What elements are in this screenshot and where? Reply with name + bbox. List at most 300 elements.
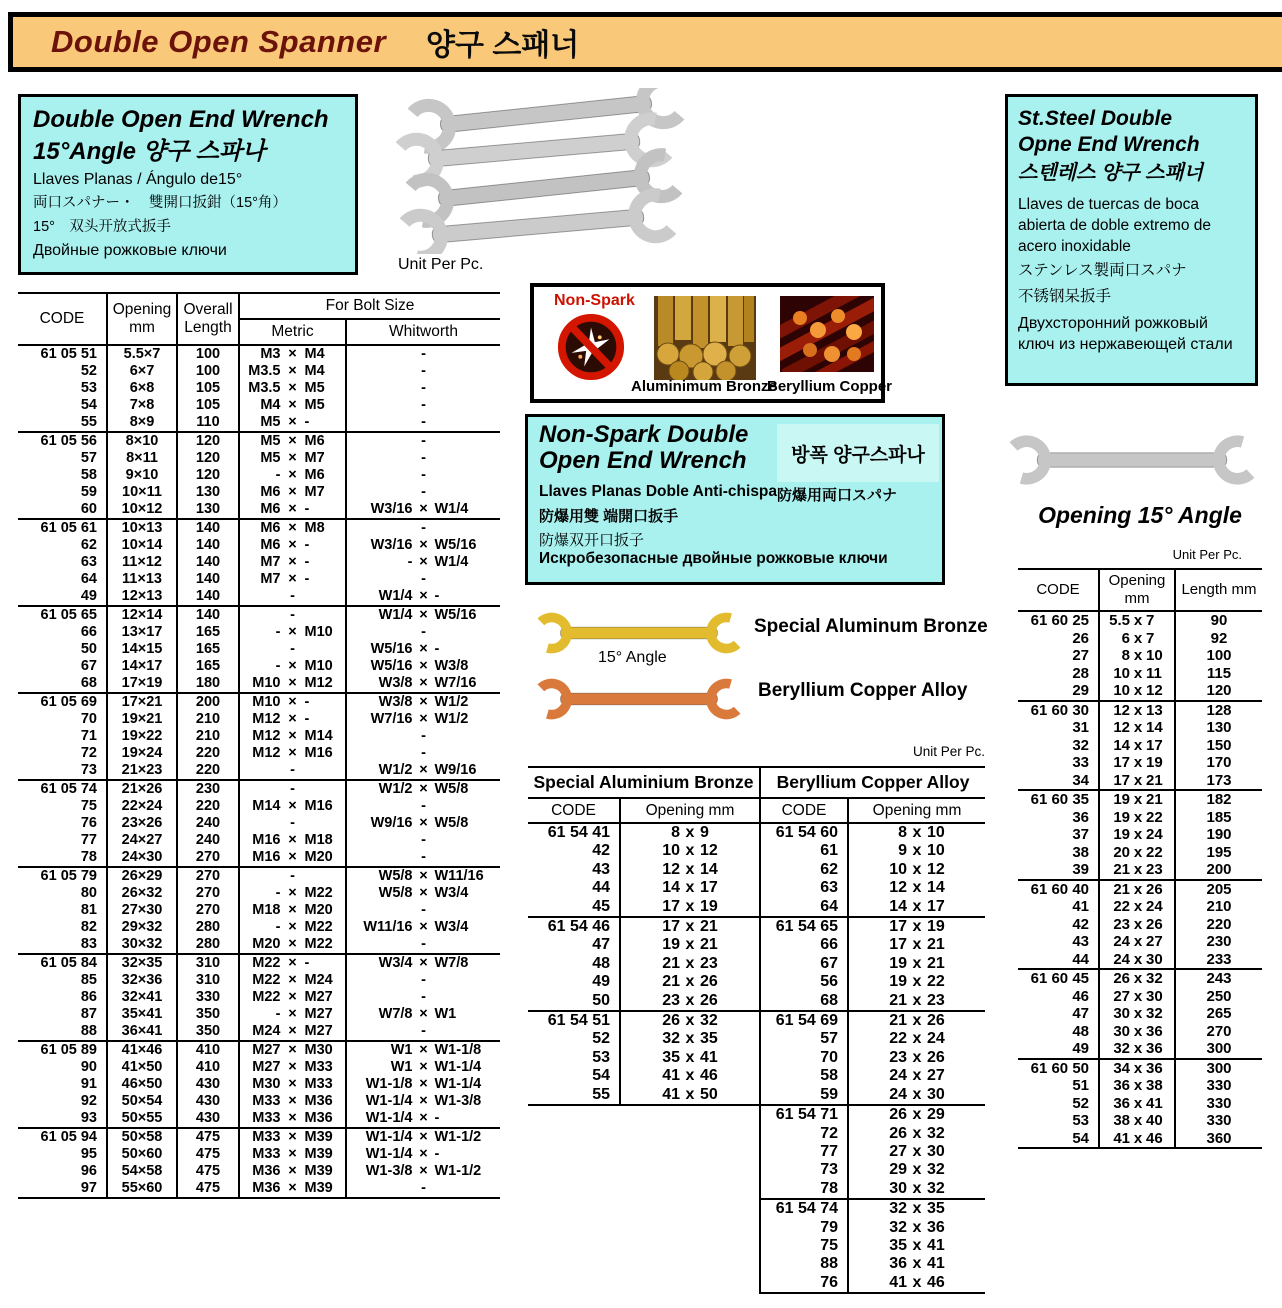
value-a: M33 xyxy=(252,1146,281,1162)
table-row xyxy=(528,823,985,842)
st-col-length: Length mm xyxy=(1175,569,1262,611)
length-cell: 265 xyxy=(1175,1005,1262,1023)
value-b: M5 xyxy=(304,380,325,396)
table-row xyxy=(1018,861,1262,880)
value-a: 36 xyxy=(889,1255,907,1273)
value-a: 22 xyxy=(1113,898,1130,915)
table-row xyxy=(528,898,985,917)
code-cell: 51 xyxy=(1072,1077,1089,1094)
length-cell: 350 xyxy=(177,1006,239,1023)
metric-cell xyxy=(239,571,346,588)
table-row xyxy=(1018,754,1262,772)
metric-cell xyxy=(239,780,346,798)
opening-cell: 9×10 xyxy=(107,467,177,484)
value-b: 23 xyxy=(700,954,718,972)
code-cell: 82 xyxy=(80,919,97,935)
table-row xyxy=(1018,951,1262,970)
metric-cell xyxy=(239,380,346,397)
value-b: 13 xyxy=(1146,701,1163,719)
code-cell: 61 05 69 xyxy=(18,693,107,711)
code-cell: 73 xyxy=(80,762,97,778)
opening-cell xyxy=(848,1067,985,1085)
times-sign: x xyxy=(1133,826,1143,843)
opening-cell xyxy=(1099,861,1175,880)
table-row xyxy=(18,345,500,363)
times-sign: × xyxy=(288,832,297,848)
times-sign: × xyxy=(419,1093,428,1109)
value-a: M24 xyxy=(252,1023,281,1039)
code-cell: 77 xyxy=(760,1143,848,1161)
opening-cell: 8×11 xyxy=(107,450,177,467)
times-sign: × xyxy=(288,1110,297,1126)
code-cell: 75 xyxy=(760,1237,848,1255)
times-sign: × xyxy=(288,919,297,935)
code-cell: 61 05 61 xyxy=(18,519,107,537)
value-a: W3/4 xyxy=(378,955,413,971)
opening-cell xyxy=(848,1219,985,1237)
whitworth-cell xyxy=(346,780,500,798)
value-a: 8 xyxy=(1121,647,1130,664)
times-sign: × xyxy=(288,1129,297,1145)
code-cell: 61 54 71 xyxy=(760,1105,848,1124)
opening-cell: 12×14 xyxy=(107,606,177,624)
value-b: M24 xyxy=(304,972,333,988)
value-b: M14 xyxy=(304,728,333,744)
code-cell: 77 xyxy=(80,832,97,848)
no-spark-icon xyxy=(556,312,626,382)
main-table-body xyxy=(18,345,500,1198)
table-row xyxy=(18,1128,500,1146)
copper-caption: Beryllium Copper xyxy=(767,378,893,395)
times-sign: x xyxy=(912,897,922,915)
value-b: - xyxy=(304,501,310,517)
code-cell: 61 54 51 xyxy=(528,1011,620,1030)
opening-cell xyxy=(848,1161,985,1179)
table-row xyxy=(1018,1040,1262,1059)
times-sign: × xyxy=(419,762,428,778)
value-b: W3/4 xyxy=(434,919,469,935)
value-b: M27 xyxy=(304,989,333,1005)
length-cell: 210 xyxy=(177,728,239,745)
code-cell: 55 xyxy=(528,1086,620,1105)
value: - xyxy=(421,849,426,865)
value-a: M5 xyxy=(260,414,281,430)
value-a: W1-1/8 xyxy=(365,1076,413,1092)
length-cell: 195 xyxy=(1175,844,1262,862)
code-cell: 61 54 46 xyxy=(528,917,620,936)
info-box-double-open-end xyxy=(18,94,358,275)
code-cell: 58 xyxy=(80,467,97,483)
times-sign: × xyxy=(288,484,297,500)
code-cell: 54 xyxy=(1018,1130,1099,1149)
metric-cell xyxy=(239,885,346,902)
value-a: 23 xyxy=(1113,915,1130,933)
value-a: M3 xyxy=(260,346,281,362)
opening-cell xyxy=(620,955,760,973)
code-cell: 34 xyxy=(1072,771,1089,789)
value-b: W1-1/4 xyxy=(434,1059,482,1075)
opening-cell xyxy=(620,1067,760,1085)
value-b: 41 xyxy=(700,1048,718,1066)
table-row xyxy=(18,1163,500,1180)
metric-cell xyxy=(239,728,346,745)
value-b: 23 xyxy=(1146,861,1163,878)
value-a: W1 xyxy=(390,1042,413,1058)
opening-cell: 6×7 xyxy=(107,363,177,380)
opening-cell xyxy=(1099,969,1175,988)
nonspark-chinese-trad: 防爆用雙 端開口扳手 xyxy=(539,508,679,525)
times-sign: × xyxy=(419,1163,428,1179)
empty-cell xyxy=(620,1237,760,1255)
length-cell: 190 xyxy=(1175,826,1262,844)
table-row xyxy=(528,1274,985,1293)
opening-cell xyxy=(1099,880,1175,899)
value-a: 14 xyxy=(889,897,907,915)
code-cell: 66 xyxy=(80,624,97,640)
metric-cell xyxy=(239,919,346,936)
code-cell: 78 xyxy=(760,1180,848,1199)
table-row xyxy=(18,363,500,380)
value-a: M12 xyxy=(252,728,281,744)
value-b: M39 xyxy=(304,1146,333,1162)
length-cell: 243 xyxy=(1175,969,1262,988)
code-cell: 61 60 25 xyxy=(1018,611,1099,630)
value-b: - xyxy=(304,694,310,710)
length-cell: 310 xyxy=(177,972,239,989)
empty-cell xyxy=(620,1143,760,1161)
times-sign: x xyxy=(1133,1129,1143,1147)
length-cell: 182 xyxy=(1175,790,1262,809)
table-row xyxy=(18,972,500,989)
opening-cell xyxy=(848,917,985,936)
length-cell: 230 xyxy=(177,780,239,798)
times-sign: x xyxy=(1133,861,1143,878)
value-a: W1/4 xyxy=(378,588,413,604)
times-sign: x xyxy=(912,1124,922,1142)
value: - xyxy=(421,989,426,1005)
value-b: 32 xyxy=(927,1161,945,1179)
opening-cell: 8×10 xyxy=(107,432,177,450)
opening-cell xyxy=(1099,933,1175,951)
value-a: 26 xyxy=(889,1124,907,1142)
value-a: 32 xyxy=(889,1200,907,1218)
times-sign: x xyxy=(912,936,922,954)
value: - xyxy=(421,433,426,449)
metric-cell xyxy=(239,1163,346,1180)
value: - xyxy=(421,624,426,640)
metric-cell xyxy=(239,519,346,537)
times-sign: x xyxy=(1133,736,1143,754)
value-a: 21 xyxy=(662,973,680,991)
value-b: 10 xyxy=(927,842,945,860)
code-cell: 41 xyxy=(1072,898,1089,915)
table-row xyxy=(18,1110,500,1128)
length-cell: 140 xyxy=(177,537,239,554)
bronze-caption: Aluminimum Bronze xyxy=(631,378,777,395)
value: - xyxy=(421,380,426,396)
times-sign: × xyxy=(288,397,297,413)
times-sign: × xyxy=(288,501,297,517)
table-row xyxy=(1018,701,1262,720)
value-a: W1-1/4 xyxy=(365,1146,413,1162)
opening-cell: 17×19 xyxy=(107,675,177,693)
table-row xyxy=(1018,1130,1262,1149)
empty-cell xyxy=(528,1161,620,1179)
value-a: 41 xyxy=(662,1085,680,1103)
opening-cell: 22×24 xyxy=(107,798,177,815)
length-cell: 185 xyxy=(1175,809,1262,827)
whitworth-cell xyxy=(346,849,500,867)
alloy-table-body xyxy=(528,823,985,1293)
nonspark-label: Non-Spark xyxy=(554,292,635,309)
value-a: 19 xyxy=(662,936,680,954)
opening-cell: 26×29 xyxy=(107,867,177,885)
stainless-table-header xyxy=(1018,569,1262,611)
length-cell: 105 xyxy=(177,397,239,414)
value-b: 46 xyxy=(700,1067,718,1085)
empty-cell xyxy=(528,1180,620,1199)
unit-note-mid: Unit Per Pc. xyxy=(912,744,985,759)
times-sign: x xyxy=(912,1273,922,1291)
metric-cell xyxy=(239,658,346,675)
times-sign: × xyxy=(288,694,297,710)
opening-cell xyxy=(620,861,760,879)
value-b: 36 xyxy=(1146,1022,1163,1040)
value-b: 21 xyxy=(700,936,718,954)
code-cell: 95 xyxy=(80,1146,97,1162)
alloy-header-copper: Beryllium Copper Alloy xyxy=(760,767,985,798)
length-cell: 128 xyxy=(1175,701,1262,720)
value-a: 12 xyxy=(1113,701,1130,719)
whitworth-cell xyxy=(346,1041,500,1059)
times-sign: × xyxy=(288,433,297,449)
left-box-title2: 15°Angle 양구 스파나 xyxy=(33,138,266,165)
value-b: W3/8 xyxy=(434,658,469,674)
col-header-overall-length: Overall Length xyxy=(177,293,239,345)
whitworth-cell xyxy=(346,467,500,484)
page-banner xyxy=(8,12,1282,72)
code-cell: 53 xyxy=(592,1048,610,1066)
banner-title-ko: 양구 스패너 xyxy=(426,29,580,62)
code-cell: 50 xyxy=(80,641,97,657)
table-row xyxy=(18,919,500,936)
length-cell: 130 xyxy=(177,501,239,519)
value-b: 24 xyxy=(1146,826,1163,843)
opening-cell: 19×22 xyxy=(107,728,177,745)
value: - xyxy=(421,520,426,536)
opening-cell: 14×15 xyxy=(107,641,177,658)
value-b: 30 xyxy=(1146,950,1163,968)
value-a: M33 xyxy=(252,1110,281,1126)
alloy-col-opening-right: Opening mm xyxy=(848,798,985,823)
right-box-title2: Opne End Wrench xyxy=(1018,133,1200,156)
code-cell: 45 xyxy=(592,897,610,915)
value-b: M6 xyxy=(304,433,325,449)
length-cell: 200 xyxy=(1175,861,1262,880)
table-row xyxy=(1018,1077,1262,1095)
value-a: 35 xyxy=(662,1048,680,1066)
length-cell: 210 xyxy=(1175,898,1262,916)
value-a: 8 xyxy=(671,824,680,841)
value-b: 32 xyxy=(927,1179,945,1197)
opening-cell xyxy=(848,898,985,917)
right-box-korean: 스텐레스 양구 스패너 xyxy=(1018,162,1203,184)
empty-cell xyxy=(620,1199,760,1218)
value-a: M22 xyxy=(252,972,281,988)
value-a: 21 xyxy=(1113,880,1130,898)
times-sign: x xyxy=(1133,987,1143,1005)
value-b: 46 xyxy=(1146,1129,1163,1147)
code-cell: 52 xyxy=(1072,1094,1089,1112)
code-cell: 52 xyxy=(592,1030,610,1048)
whitworth-cell xyxy=(346,1023,500,1041)
times-sign: x xyxy=(1133,808,1143,826)
value-b: M10 xyxy=(304,658,333,674)
value-a: W11/16 xyxy=(363,919,413,935)
value-b: - xyxy=(304,955,310,971)
value-b: W1-1/4 xyxy=(434,1076,482,1092)
times-sign: x xyxy=(685,824,695,841)
value-b: 40 xyxy=(1146,1112,1163,1129)
length-cell: 220 xyxy=(177,762,239,780)
whitworth-cell xyxy=(346,832,500,849)
opening-cell xyxy=(848,861,985,879)
value-b: 12 xyxy=(927,860,945,878)
value-b: - xyxy=(434,641,440,657)
opening-cell: 24×30 xyxy=(107,849,177,867)
opening-cell: 32×36 xyxy=(107,972,177,989)
times-sign: x xyxy=(1133,791,1143,808)
length-cell: 233 xyxy=(1175,951,1262,970)
value-b: 10 xyxy=(1146,647,1163,664)
table-row xyxy=(18,1006,500,1023)
length-cell: 360 xyxy=(1175,1130,1262,1149)
empty-cell xyxy=(620,1274,760,1293)
opening-cell xyxy=(620,936,760,954)
length-cell: 330 xyxy=(1175,1112,1262,1130)
value-b: W1/2 xyxy=(434,694,469,710)
nonspark-title-line2: Open End Wrench xyxy=(539,447,747,474)
value-a: - xyxy=(275,1006,281,1022)
table-row xyxy=(528,917,985,936)
length-cell: 240 xyxy=(177,815,239,832)
opening-cell: 26×32 xyxy=(107,885,177,902)
opening-cell: 55×60 xyxy=(107,1180,177,1198)
value-b: M6 xyxy=(304,467,325,483)
times-sign: × xyxy=(419,641,428,657)
value: - xyxy=(421,414,426,430)
empty-cell xyxy=(620,1125,760,1143)
value: - xyxy=(421,467,426,483)
beryllium-copper-wrench-photo xyxy=(528,668,750,730)
value-b: M33 xyxy=(304,1076,333,1092)
value-b: M36 xyxy=(304,1110,333,1126)
table-row xyxy=(528,861,985,879)
value-a: M6 xyxy=(260,537,281,553)
times-sign: x xyxy=(1133,898,1143,915)
times-sign: × xyxy=(419,1110,428,1126)
value-a: M6 xyxy=(260,501,281,517)
value-a: W1-1/4 xyxy=(365,1110,413,1126)
metric-cell xyxy=(239,606,346,624)
value-b: M33 xyxy=(304,1059,333,1075)
table-row xyxy=(18,380,500,397)
whitworth-cell xyxy=(346,919,500,936)
value-a: 21 xyxy=(662,954,680,972)
metric-cell xyxy=(239,501,346,519)
code-cell: 61 05 79 xyxy=(18,867,107,885)
times-sign: × xyxy=(288,849,297,865)
table-row xyxy=(18,1076,500,1093)
opening-cell xyxy=(1099,1130,1175,1149)
code-cell: 68 xyxy=(80,675,97,691)
value-a: M22 xyxy=(252,955,281,971)
value-b: W5/16 xyxy=(434,537,477,553)
table-row xyxy=(528,1161,985,1179)
value-a: W5/8 xyxy=(378,885,413,901)
table-row xyxy=(18,606,500,624)
table-row xyxy=(18,849,500,867)
value-a: - xyxy=(275,885,281,901)
value-a: 26 xyxy=(889,1106,907,1124)
length-cell: 330 xyxy=(1175,1077,1262,1095)
times-sign: x xyxy=(1133,664,1143,682)
opening-cell: 41×46 xyxy=(107,1041,177,1059)
code-cell: 36 xyxy=(1072,808,1089,826)
value-b: M39 xyxy=(304,1163,333,1179)
main-table-section xyxy=(18,292,500,1199)
opening-cell: 46×50 xyxy=(107,1076,177,1093)
value-b: 12 xyxy=(700,842,718,860)
times-sign: x xyxy=(1133,933,1143,950)
times-sign: x xyxy=(1133,1112,1143,1129)
times-sign: × xyxy=(288,902,297,918)
metric-cell xyxy=(239,675,346,693)
value-a: M7 xyxy=(260,571,281,587)
times-sign: × xyxy=(288,467,297,483)
value-b: 12 xyxy=(1146,682,1163,699)
value: - xyxy=(421,363,426,379)
value-b: 26 xyxy=(927,1048,945,1066)
value-a: 19 xyxy=(889,973,907,991)
times-sign: × xyxy=(288,1076,297,1092)
value-b: M22 xyxy=(304,919,333,935)
times-sign: x xyxy=(685,842,695,860)
times-sign: x xyxy=(685,1030,695,1048)
table-row xyxy=(1018,826,1262,844)
opening-cell xyxy=(1099,826,1175,844)
value-a: M14 xyxy=(252,798,281,814)
table-row xyxy=(18,1180,500,1198)
metric-cell xyxy=(239,1093,346,1110)
metric-cell xyxy=(239,972,346,989)
code-cell: 92 xyxy=(80,1093,97,1109)
whitworth-cell xyxy=(346,484,500,501)
times-sign: × xyxy=(288,380,297,396)
times-sign: × xyxy=(419,658,428,674)
times-sign: x xyxy=(685,897,695,915)
value-a: W1/2 xyxy=(378,762,413,778)
times-sign: × xyxy=(419,781,428,797)
value-a: M27 xyxy=(252,1042,281,1058)
value-a: M36 xyxy=(252,1180,281,1196)
metric-cell xyxy=(239,1110,346,1128)
table-row xyxy=(1018,1023,1262,1041)
metric-cell xyxy=(239,989,346,1006)
code-cell: 81 xyxy=(80,902,97,918)
times-sign: × xyxy=(288,745,297,761)
whitworth-cell xyxy=(346,972,500,989)
